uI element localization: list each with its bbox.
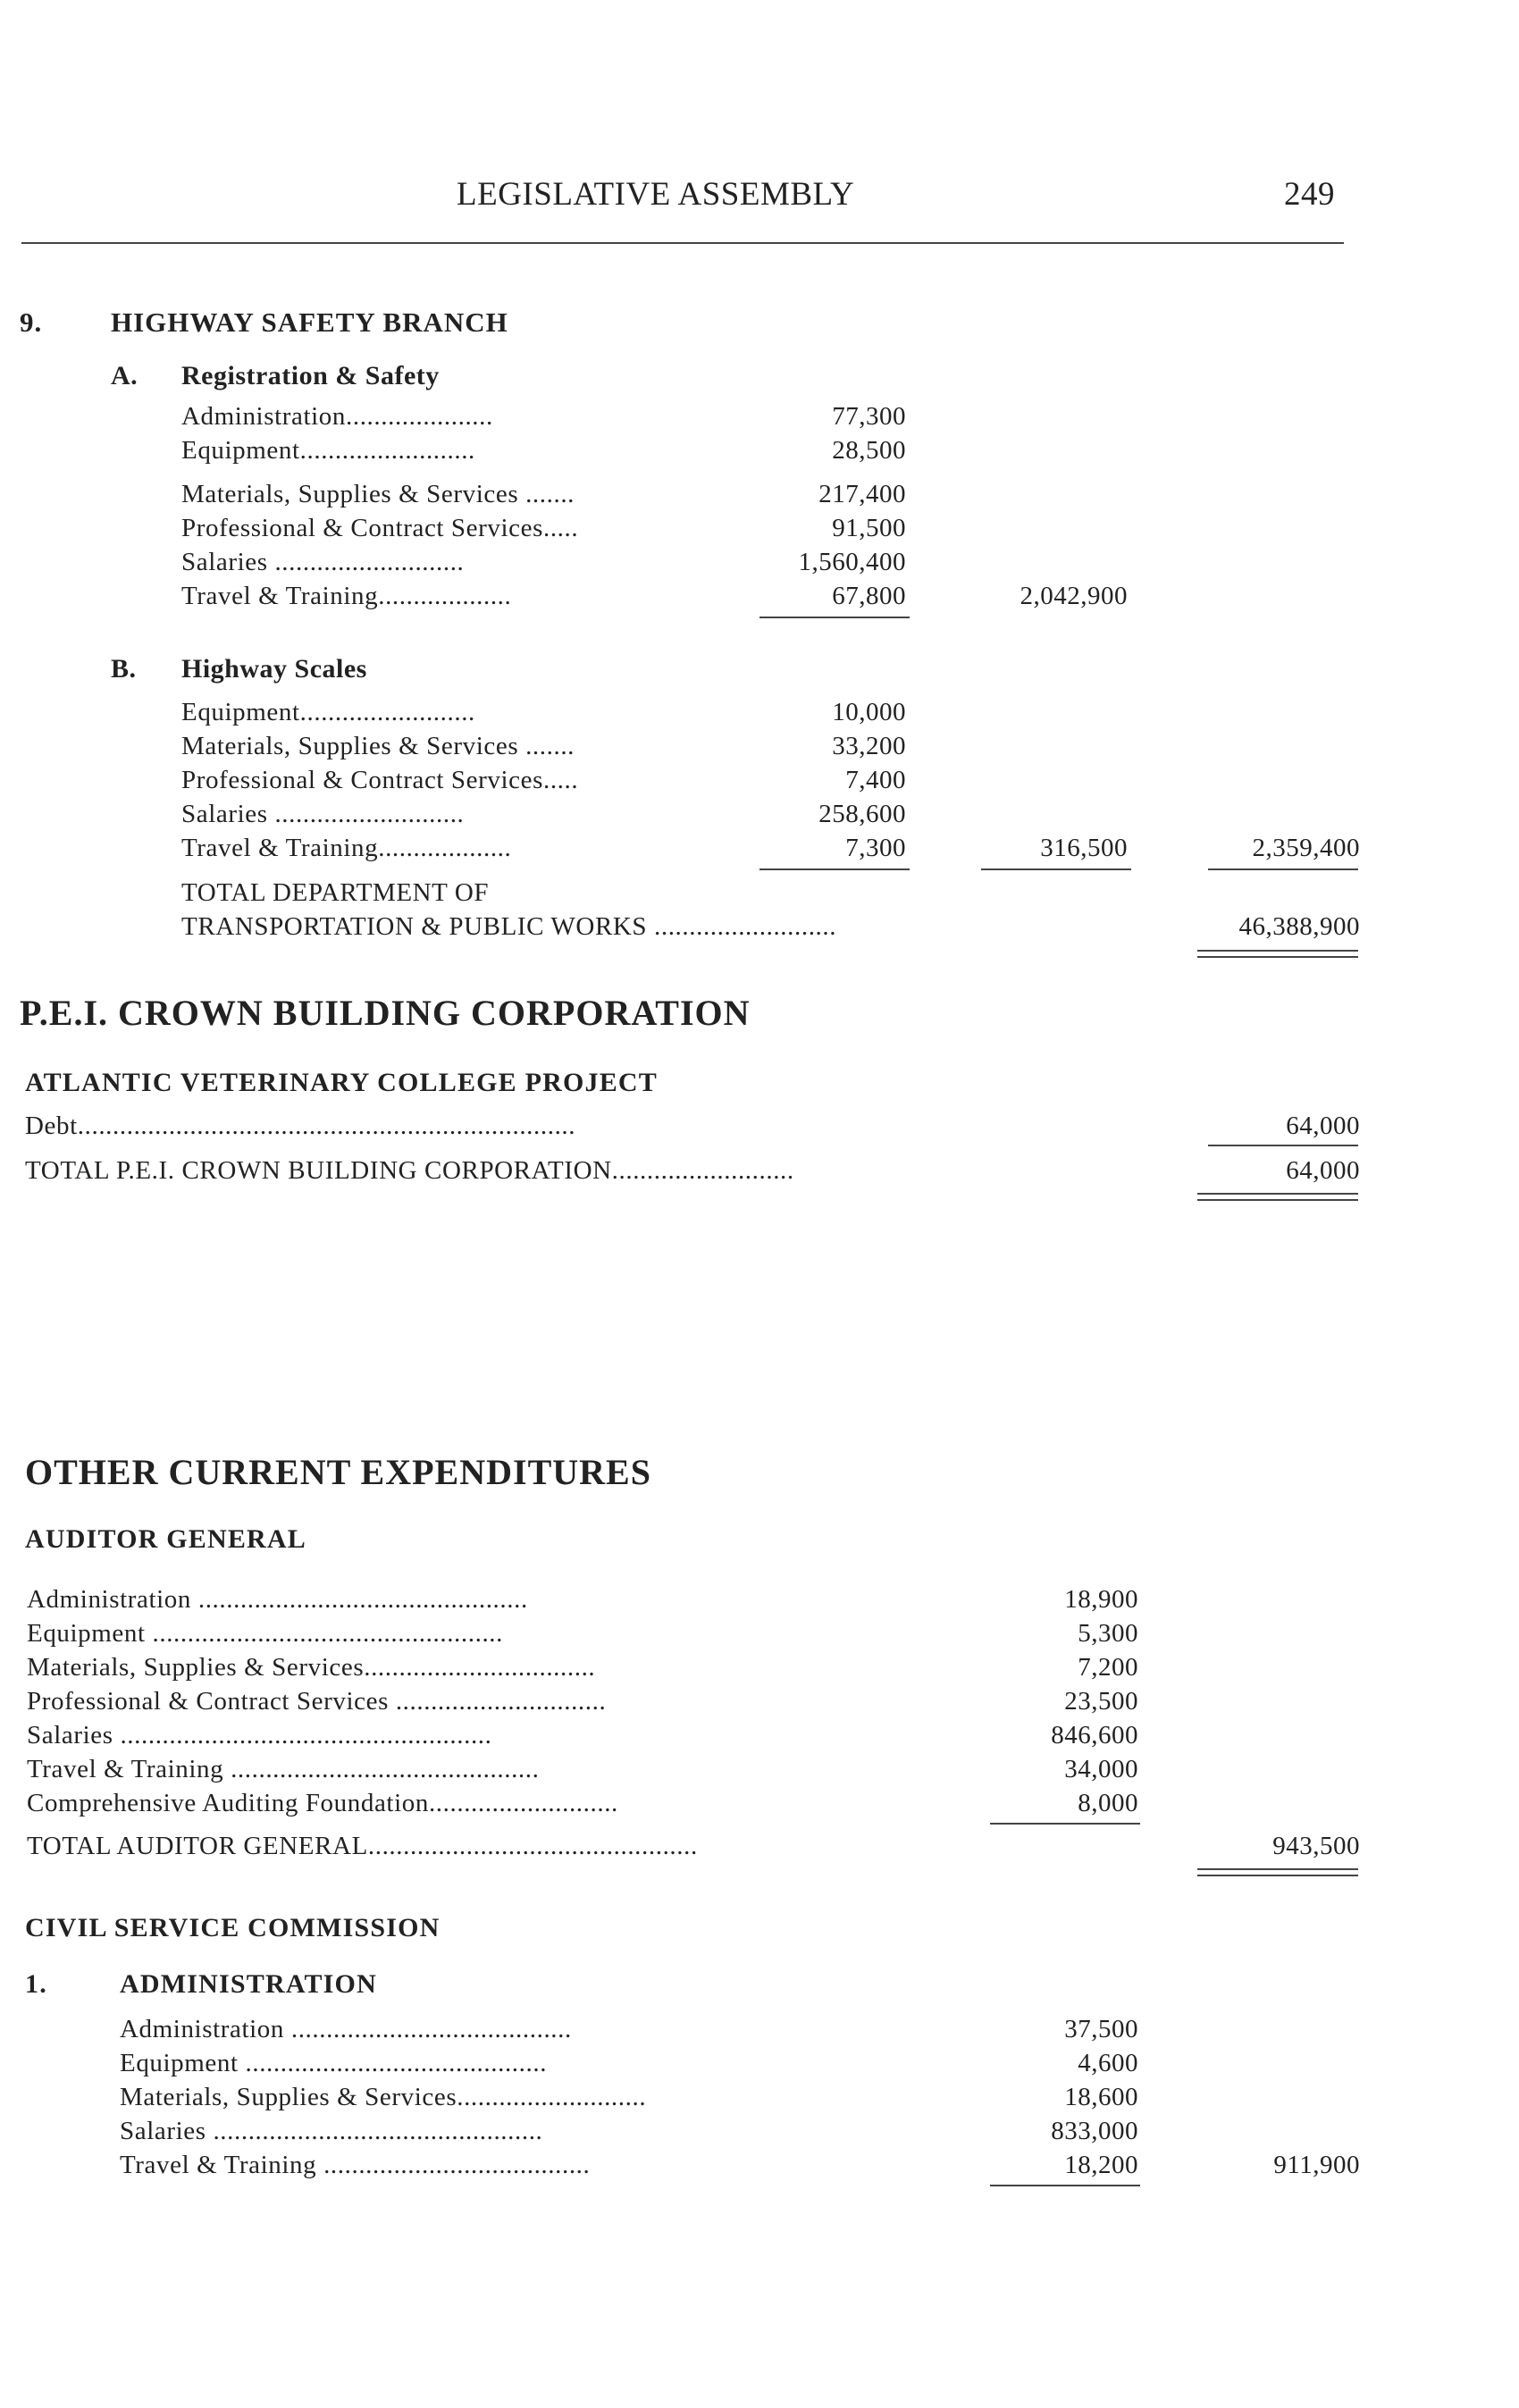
branch-total-amount: 2,359,400: [1252, 834, 1360, 862]
item-amount: 217,400: [818, 480, 906, 508]
item-amount: 23,500: [1064, 1687, 1138, 1716]
list-item: [181, 511, 691, 545]
list-item: [27, 1616, 929, 1650]
crown-total-row: [25, 1154, 1142, 1187]
list-item: [181, 831, 691, 865]
subsection-letter-b: B.: [111, 654, 137, 684]
item-amount: 91,500: [832, 514, 906, 542]
item-amount: 18,900: [1064, 1585, 1138, 1614]
item-label: Professional & Contract Services ..............................: [27, 1687, 607, 1716]
debt-amount: 64,000: [1286, 1112, 1360, 1140]
item-label: Salaries ...............................................: [120, 2117, 543, 2145]
item-amount: 7,400: [845, 766, 906, 794]
item-amount: 18,200: [1064, 2151, 1138, 2179]
item-amount: 4,600: [1078, 2049, 1138, 2077]
total-rule: [1208, 868, 1358, 870]
item-label: Equipment.........................: [181, 698, 475, 726]
crown-total-label: TOTAL P.E.I. CROWN BUILDING CORPORATION..........................: [25, 1156, 794, 1185]
item-label: Materials, Supplies & Services .......: [181, 480, 575, 508]
section-number: 9.: [20, 306, 43, 338]
dept-total-text: TOTAL DEPARTMENT OF: [181, 878, 490, 907]
item-amount: 7,200: [1078, 1653, 1138, 1682]
page-number: 249: [1284, 176, 1335, 213]
list-item: [120, 2114, 924, 2148]
list-item: [27, 1752, 929, 1786]
double-rule-bottom: [1197, 1199, 1358, 1201]
item-label: Professional & Contract Services.....: [181, 766, 579, 794]
item-label: Materials, Supplies & Services .......: [181, 732, 575, 760]
list-item: [181, 399, 691, 433]
item-amount: 10,000: [832, 698, 906, 726]
civil-section-number: 1.: [25, 1969, 47, 1999]
list-item: [120, 2012, 924, 2046]
list-item: [181, 477, 691, 511]
auditor-total-amount: 943,500: [1272, 1832, 1360, 1860]
item-amount: 7,300: [845, 834, 906, 862]
list-item: [27, 1650, 929, 1684]
item-amount: 33,200: [832, 732, 906, 760]
list-item: [181, 579, 691, 613]
debt-label: Debt.......................................................................: [25, 1112, 576, 1140]
item-amount: 846,600: [1051, 1721, 1138, 1749]
dept-total-label-line2: [181, 910, 1137, 944]
item-amount: 77,300: [832, 402, 906, 431]
list-item: [27, 1718, 929, 1752]
item-label: Travel & Training...................: [181, 834, 512, 862]
item-label: Materials, Supplies & Services.................................: [27, 1653, 596, 1682]
item-label: Comprehensive Auditing Foundation...........................: [27, 1789, 618, 1817]
item-label: Equipment ...........................................: [120, 2049, 548, 2077]
civil-service-title: CIVIL SERVICE COMMISSION: [25, 1913, 441, 1942]
item-amount: 37,500: [1064, 2015, 1138, 2043]
civil-subtotal-amount: 911,900: [1273, 2151, 1360, 2179]
civil-subtitle: ADMINISTRATION: [120, 1969, 377, 1999]
auditor-total-label: TOTAL AUDITOR GENERAL...............................................: [27, 1832, 698, 1860]
subsection-title-b: Highway Scales: [181, 654, 367, 684]
double-rule-bottom: [1197, 1875, 1358, 1876]
list-item: [181, 545, 691, 579]
item-amount: 67,800: [832, 582, 906, 610]
item-amount: 833,000: [1051, 2117, 1138, 2145]
subsection-letter-a: A.: [111, 361, 138, 390]
list-item: [120, 2046, 924, 2080]
double-rule-top: [1197, 1868, 1358, 1870]
subtotal-rule: [990, 2185, 1140, 2186]
list-item: [181, 763, 691, 797]
item-amount: 28,500: [832, 436, 906, 465]
crown-total-amount: 64,000: [1286, 1156, 1360, 1185]
double-rule-top: [1197, 950, 1358, 952]
list-item: [27, 1786, 929, 1820]
item-amount: 1,560,400: [798, 548, 906, 576]
subtotal-amount-b: 316,500: [1040, 834, 1128, 862]
other-section-title: OTHER CURRENT EXPENDITURES: [25, 1452, 651, 1492]
item-amount: 258,600: [818, 800, 906, 828]
dept-total-text: TRANSPORTATION & PUBLIC WORKS ..........................: [181, 912, 837, 941]
item-label: Travel & Training ............................................: [27, 1755, 540, 1783]
subtotal-rule: [990, 1823, 1140, 1825]
auditor-title: AUDITOR GENERAL: [25, 1524, 306, 1554]
list-item: [27, 1684, 929, 1718]
item-label: Salaries .....................................................: [27, 1721, 492, 1749]
subtotal-amount-a: 2,042,900: [1020, 582, 1128, 610]
debt-row: [25, 1109, 1142, 1143]
item-amount: 8,000: [1078, 1789, 1138, 1817]
header-rule: [21, 242, 1344, 244]
page-header-title: LEGISLATIVE ASSEMBLY: [457, 176, 855, 213]
auditor-total-row: [27, 1829, 1144, 1863]
list-item: [120, 2080, 924, 2114]
subtotal-rule: [760, 617, 910, 618]
item-label: Materials, Supplies & Services...........................: [120, 2083, 647, 2111]
item-amount: 18,600: [1064, 2083, 1138, 2111]
subtotal-rule: [760, 868, 910, 870]
subsection-title-a: Registration & Safety: [181, 361, 440, 390]
item-label: Salaries ...........................: [181, 548, 465, 576]
list-item: [181, 695, 691, 729]
dept-total-amount: 46,388,900: [1238, 912, 1360, 941]
item-label: Equipment.........................: [181, 436, 475, 465]
double-rule-top: [1197, 1193, 1358, 1195]
item-label: Equipment ..................................................: [27, 1619, 504, 1648]
crown-section-title: P.E.I. CROWN BUILDING CORPORATION: [20, 993, 751, 1033]
list-item: [181, 797, 691, 831]
double-rule-bottom: [1197, 956, 1358, 958]
list-item: [120, 2148, 924, 2182]
item-label: Administration ...............................................: [27, 1585, 528, 1614]
list-item: [181, 729, 691, 763]
debt-rule: [1208, 1145, 1358, 1146]
item-amount: 34,000: [1064, 1755, 1138, 1783]
item-label: Professional & Contract Services.....: [181, 514, 579, 542]
list-item: [181, 433, 691, 467]
item-amount: 5,300: [1078, 1619, 1138, 1648]
section-title: HIGHWAY SAFETY BRANCH: [111, 306, 508, 338]
item-label: Travel & Training...................: [181, 582, 512, 610]
list-item: [27, 1582, 929, 1616]
dept-total-label-line1: [181, 876, 896, 910]
item-label: Salaries ...........................: [181, 800, 465, 828]
crown-project-title: ATLANTIC VETERINARY COLLEGE PROJECT: [25, 1068, 659, 1097]
subtotal-rule: [981, 868, 1131, 870]
item-label: Travel & Training ......................................: [120, 2151, 591, 2179]
item-label: Administration ........................................: [120, 2015, 572, 2043]
item-label: Administration.....................: [181, 402, 493, 431]
